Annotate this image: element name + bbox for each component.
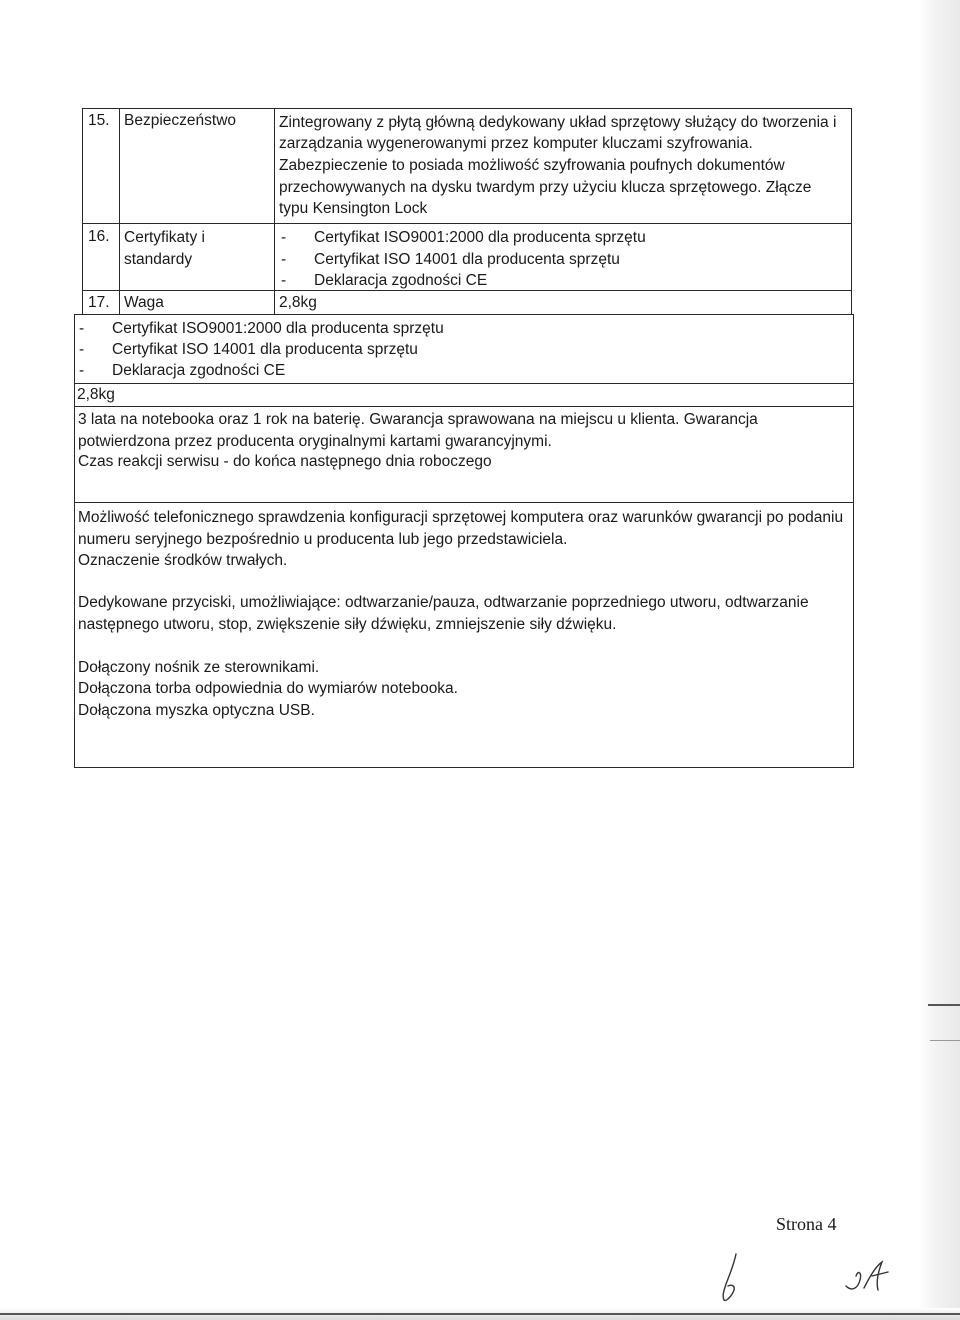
table-rule [119,108,120,314]
table-rule [74,383,854,384]
list-item: Deklaracja zgodności CE [112,362,286,379]
paragraph-line: Dołączona torba odpowiednia do wymiarów notebooka. [78,680,458,697]
row-number: 16. [88,228,110,245]
list-item: Certyfikat ISO9001:2000 dla producenta sprzętu [314,229,646,246]
paragraph-line: Dedykowane przyciski, umożliwiające: odtwarzanie/pauza, odtwarzanie poprzedniego utworu, odtwarzanie [78,594,809,611]
row-label: Bezpieczeństwo [124,112,237,129]
scan-edge-mark [930,1040,960,1041]
list-dash: - [281,251,287,268]
row-value-line: Zabezpieczenie to posiada możliwość szyfrowania poufnych dokumentów [279,157,785,174]
table-rule [82,223,852,224]
table-rule [74,502,854,503]
row-number: 15. [88,112,110,129]
list-dash: - [79,320,85,337]
table-rule [851,108,852,314]
page-number: Strona 4 [776,1214,837,1234]
row-value: 2,8kg [279,294,317,311]
paragraph-line: Możliwość telefonicznego sprawdzenia konfiguracji sprzętowej komputera oraz warunków gwarancji po podaniu [78,509,844,526]
paragraph-line: Dołączony nośnik ze sterownikami. [78,659,320,676]
warranty-line: potwierdzona przez producenta oryginalnymi kartami gwarancyjnymi. [78,433,552,450]
row-label: standardy [124,251,193,268]
list-dash: - [79,341,85,358]
list-item: Certyfikat ISO9001:2000 dla producenta sprzętu [112,320,444,337]
paragraph-line: następnego utworu, stop, zwiększenie siły dźwięku, zmniejszenie siły dźwięku. [78,616,617,633]
table-rule [74,767,854,768]
table-rule [274,108,275,314]
row-label: Certyfikaty i [124,229,205,246]
row-label: Waga [124,294,164,311]
paragraph-line: Dołączona myszka optyczna USB. [78,702,315,719]
weight-value: 2,8kg [77,386,115,403]
list-dash: - [281,272,287,289]
list-item: Certyfikat ISO 14001 dla producenta sprzętu [314,251,620,268]
list-dash: - [281,229,287,246]
handwritten-initial-mark [712,1252,752,1304]
table-rule [82,108,83,314]
table-rule [82,108,852,109]
row-value-line: typu Kensington Lock [279,200,428,217]
paragraph-line: numeru seryjnego bezpośrednio u producenta lub jego przedstawiciela. [78,531,568,548]
warranty-line: Czas reakcji serwisu - do końca następnego dnia roboczego [78,453,492,470]
row-number: 17. [88,294,110,311]
table-rule [74,314,854,315]
list-item: Certyfikat ISO 14001 dla producenta sprzętu [112,341,418,358]
scan-bottom-rule [0,1313,960,1315]
handwritten-initial-mark [842,1258,898,1298]
row-value-line: przechowywanych na dysku twardym przy użyciu klucza sprzętowego. Złącze [279,179,812,196]
list-dash: - [79,362,85,379]
paragraph-line: Oznaczenie środków trwałych. [78,552,288,569]
scan-edge-shadow [918,0,960,1320]
row-value-line: Zintegrowany z płytą główną dedykowany układ sprzętowy służący do tworzenia i [279,114,837,131]
scan-edge-mark [928,1004,960,1006]
warranty-line: 3 lata na notebooka oraz 1 rok na baterię. Gwarancja sprawowana na miejscu u klienta. Gwarancja [78,411,758,428]
row-value-line: zarządzania wygenerowanymi przez komputer kluczami szyfrowania. [279,135,753,152]
table-rule [74,406,854,407]
list-item: Deklaracja zgodności CE [314,272,488,289]
